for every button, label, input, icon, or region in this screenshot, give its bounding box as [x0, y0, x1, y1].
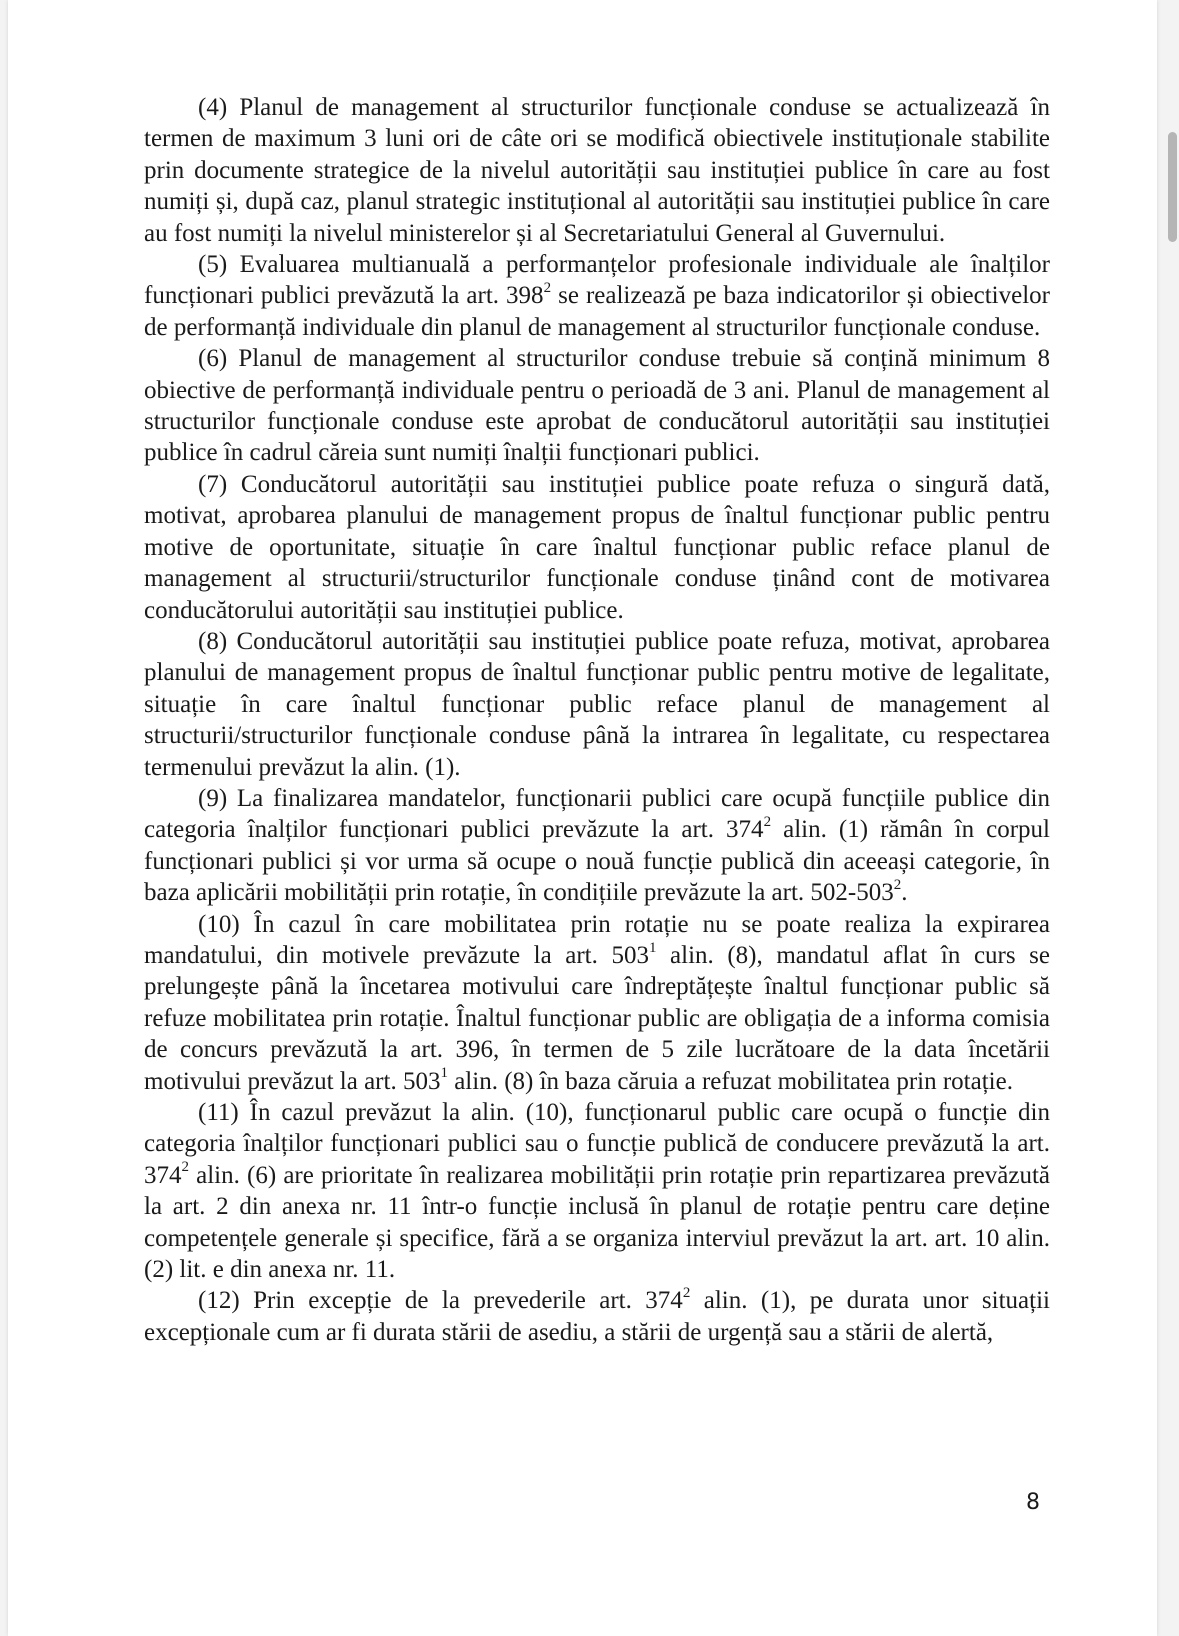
paragraph-text: alin. (6) are prioritate în realizarea mobilității prin rotație prin repartizarea prevăzută la art. 2 din anexa nr. 11 într-o funcție inclusă în planul de rotație pentru care deține competențele generale și specifice, fără a se organiza interviul prevăzut la art. art. 10 alin. (2) lit. e din anexa nr. 11. [144, 1161, 1050, 1284]
vertical-scrollbar[interactable] [1165, 0, 1179, 1636]
paragraph-text: (4) Planul de management al structurilor funcționale conduse se actualizează în termen de maximum 3 luni ori de câte ori se modifică obiectivele instituționale stabilite prin documente strategice de la nivelul autorității sau instituției publice în care au fost numiți și, după caz, planul strategic instituțional al autorității sau instituției publice în care au fost numiți la nivelul ministerelor și al Secretariatului General al Guvernului. [144, 94, 1050, 247]
document-page [8, 0, 1157, 1636]
document-body [144, 92, 1050, 1348]
paragraph-p8 [144, 626, 1050, 783]
scrollbar-thumb[interactable] [1168, 132, 1177, 242]
paragraph-p5 [144, 249, 1050, 343]
superscript: 2 [181, 1159, 189, 1176]
paragraph-p6 [144, 343, 1050, 469]
paragraph-text: . [901, 879, 908, 907]
superscript: 2 [763, 814, 772, 831]
superscript: 2 [682, 1285, 691, 1302]
paragraph-p7 [144, 469, 1050, 626]
paragraph-text: alin. (1), pe durata unor situații excepționale cum ar fi durata stării de asediu, a stării de urgență sau a stării de alertă, [144, 1287, 1050, 1346]
paragraph-text: (5) Evaluarea multianuală a performanțelor profesionale individuale ale înalților funcționari publici prevăzută la art. 398 [144, 251, 1050, 310]
paragraph-p11 [144, 1097, 1050, 1285]
paragraph-p10 [144, 909, 1050, 1097]
superscript: 1 [648, 939, 657, 956]
superscript: 2 [543, 280, 552, 297]
superscript: 1 [440, 1065, 448, 1082]
paragraph-text: alin. (1) rămân în corpul funcționari publici și vor urma să ocupe o nouă funcție publică din aceeași categorie, în baza aplicării mobilității prin rotație, în condițiile prevăzute la art. 502-503 [144, 816, 1050, 907]
page-number: 8 [1026, 1490, 1040, 1515]
paragraph-text: (12) Prin excepție de la prevederile art. 374 [198, 1287, 683, 1315]
paragraph-text: (10) În cazul în care mobilitatea prin rotație nu se poate realiza la expirarea mandatului, din motivele prevăzute la art. 503 [144, 910, 1050, 969]
paragraph-text: (8) Conducătorul autorității sau instituției publice poate refuza, motivat, aprobarea planului de management propus de înaltul funcționar public pentru motive de legalitate, situație în care înaltul funcționar public reface planul de management al structurii/structurilor funcționale conduse până la intrarea în legalitate, cu respectarea termenului prevăzut la alin. (1). [144, 627, 1050, 781]
paragraph-p9 [144, 783, 1050, 909]
paragraph-text: (9) La finalizarea mandatelor, funcționarii publici care ocupă funcțiile publice din categoria înalților funcționari publici prevăzute la art. 374 [144, 784, 1050, 844]
paragraph-p12 [144, 1285, 1050, 1348]
paragraph-text: (11) În cazul prevăzut la alin. (10), funcționarul public care ocupă o funcție din categoria înalților funcționari publici sau o funcție publică de conducere prevăzută la art. 374 [144, 1099, 1050, 1189]
paragraph-text: (7) Conducătorul autorității sau instituției publice poate refuza o singură dată, motivat, aprobarea planului de management propus de înaltul funcționar public pentru motive de oportunitate, situație în care înaltul funcționar public reface planul de management al structurii/structurilor funcționale conduse ținând cont de motivarea conducătorului autorității sau instituției publice. [144, 470, 1050, 624]
paragraph-text: (6) Planul de management al structurilor conduse trebuie să conțină minimum 8 obiective de performanță individuale pentru o perioadă de 3 ani. Planul de management al structurilor funcționale conduse este aprobat de conducătorul autorității sau instituției publice în cadrul căreia sunt numiți înalții funcționari publici. [144, 345, 1050, 467]
paragraph-text: alin. (8) în baza căruia a refuzat mobilitatea prin rotație. [447, 1067, 1013, 1095]
paragraph-text: se realizează pe baza indicatorilor și obiectivelor de performanță individuale din planul de management al structurilor funcționale conduse. [144, 282, 1050, 341]
superscript: 2 [893, 876, 902, 893]
paragraph-text: alin. (8), mandatul aflat în curs se prelungește până la încetarea motivului care îndreptățește înaltul funcționar public să refuze mobilitatea prin rotație. Înaltul funcționar public are obligația de a informa comisia de concurs prevăzută la art. 396, în termen de 5 zile lucrătoare de la data încetării motivului prevăzut la art. 503 [144, 941, 1051, 1095]
paragraph-p4 [144, 92, 1050, 249]
